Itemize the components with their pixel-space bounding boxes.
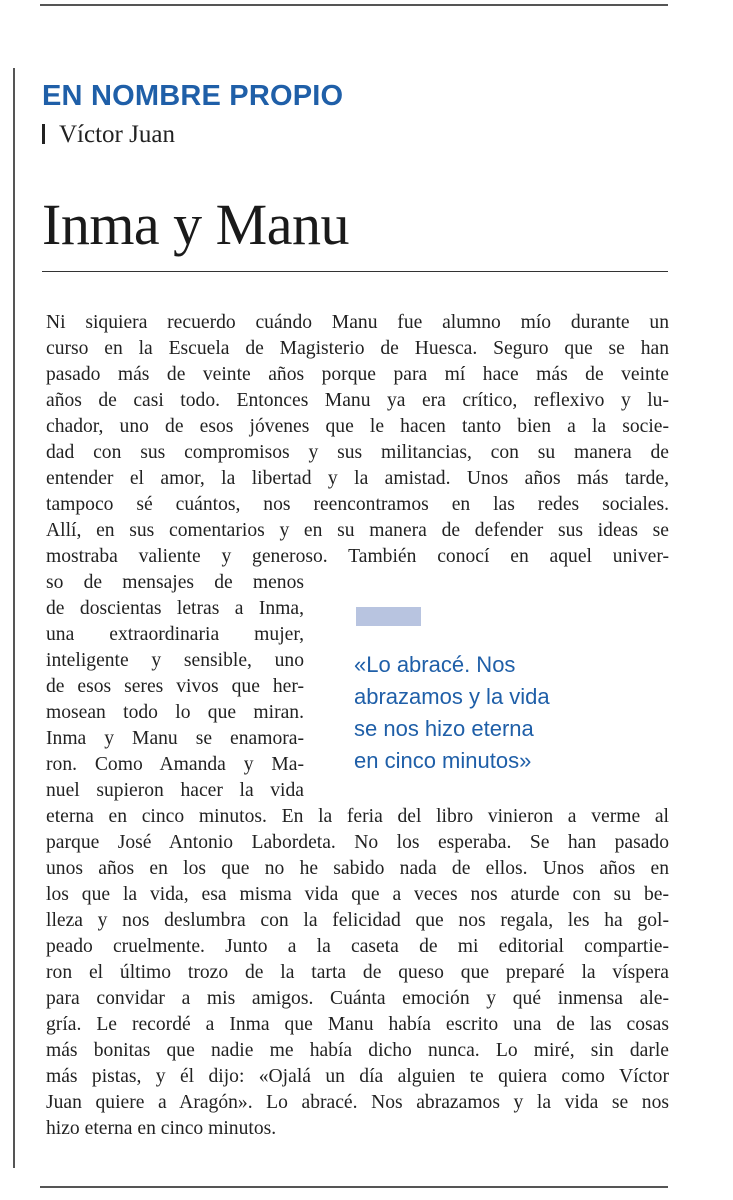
body-line: más bonitas que nadie me había dicho nunca. Lo miré, sin darle bbox=[46, 1040, 669, 1061]
body-line: pasado más de veinte años porque para mí hace más de veinte bbox=[46, 364, 669, 385]
body-line: Ni siquiera recuerdo cuándo Manu fue alumno mío durante un bbox=[46, 312, 669, 333]
bottom-rule bbox=[40, 1186, 668, 1188]
body-line: Juan quiere a Aragón». Lo abracé. Nos abrazamos y la vida se nos bbox=[46, 1092, 669, 1113]
pull-quote-bar bbox=[356, 607, 421, 626]
body-line: dad con sus compromisos y sus militancias, con su manera de bbox=[46, 442, 669, 463]
body-line: ron. Como Amanda y Ma- bbox=[46, 754, 304, 775]
byline bbox=[42, 121, 175, 149]
body-line: inteligente y sensible, uno bbox=[46, 650, 304, 671]
author-name: Víctor Juan bbox=[59, 121, 175, 148]
body-line: nuel supieron hacer la vida bbox=[46, 780, 304, 801]
pull-quote bbox=[354, 649, 654, 777]
body-line: eterna en cinco minutos. En la feria del libro vinieron a verme al bbox=[46, 806, 669, 827]
body-line: de doscientas letras a Inma, bbox=[46, 598, 304, 619]
section-label: EN NOMBRE PROPIO bbox=[42, 80, 344, 112]
body-line: unos años en los que no he sabido nada de ellos. Unos años en bbox=[46, 858, 669, 879]
body-line: Inma y Manu se enamora- bbox=[46, 728, 304, 749]
body-line: peado cruelmente. Junto a la caseta de mi editorial compartie- bbox=[46, 936, 669, 957]
body-line: chador, uno de esos jóvenes que le hacen tanto bien a la socie- bbox=[46, 416, 669, 437]
top-rule bbox=[40, 4, 668, 6]
column-rule bbox=[13, 68, 15, 1168]
body-line: lleza y nos deslumbra con la felicidad que nos regala, les ha gol- bbox=[46, 910, 669, 931]
body-line: de esos seres vivos que her- bbox=[46, 676, 304, 697]
body-line: años de casi todo. Entonces Manu ya era crítico, reflexivo y lu- bbox=[46, 390, 669, 411]
body-line: parque José Antonio Labordeta. No los esperaba. Se han pasado bbox=[46, 832, 669, 853]
body-line: los que la vida, esa misma vida que a veces nos aturde con su be- bbox=[46, 884, 669, 905]
article-title: Inma y Manu bbox=[42, 192, 349, 257]
body-line: una extraordinaria mujer, bbox=[46, 624, 304, 645]
body-line: so de mensajes de menos bbox=[46, 572, 304, 593]
pull-quote-line: abrazamos y la vida bbox=[354, 684, 550, 709]
pull-quote-line: se nos hizo eterna bbox=[354, 716, 534, 741]
body-line: más pistas, y él dijo: «Ojalá un día alguien te quiera como Víctor bbox=[46, 1066, 669, 1087]
body-line: entender el amor, la libertad y la amistad. Unos años más tarde, bbox=[46, 468, 669, 489]
body-line: para convidar a mis amigos. Cuánta emoción y qué inmensa ale- bbox=[46, 988, 669, 1009]
body-line: hizo eterna en cinco minutos. bbox=[46, 1118, 277, 1139]
byline-bar bbox=[42, 124, 45, 144]
body-line: curso en la Escuela de Magisterio de Huesca. Seguro que se han bbox=[46, 338, 669, 359]
title-rule bbox=[42, 271, 668, 272]
body-line: gría. Le recordé a Inma que Manu había escrito una de las cosas bbox=[46, 1014, 669, 1035]
body-line: mostraba valiente y generoso. También conocí en aquel univer- bbox=[46, 546, 669, 567]
body-line: mosean todo lo que miran. bbox=[46, 702, 304, 723]
body-line: Allí, en sus comentarios y en su manera de defender sus ideas se bbox=[46, 520, 669, 541]
pull-quote-line: en cinco minutos» bbox=[354, 748, 532, 773]
body-line: ron el último trozo de la tarta de queso que preparé la víspera bbox=[46, 962, 669, 983]
pull-quote-line: «Lo abracé. Nos bbox=[354, 652, 516, 677]
body-line: tampoco sé cuántos, nos reencontramos en las redes sociales. bbox=[46, 494, 669, 515]
